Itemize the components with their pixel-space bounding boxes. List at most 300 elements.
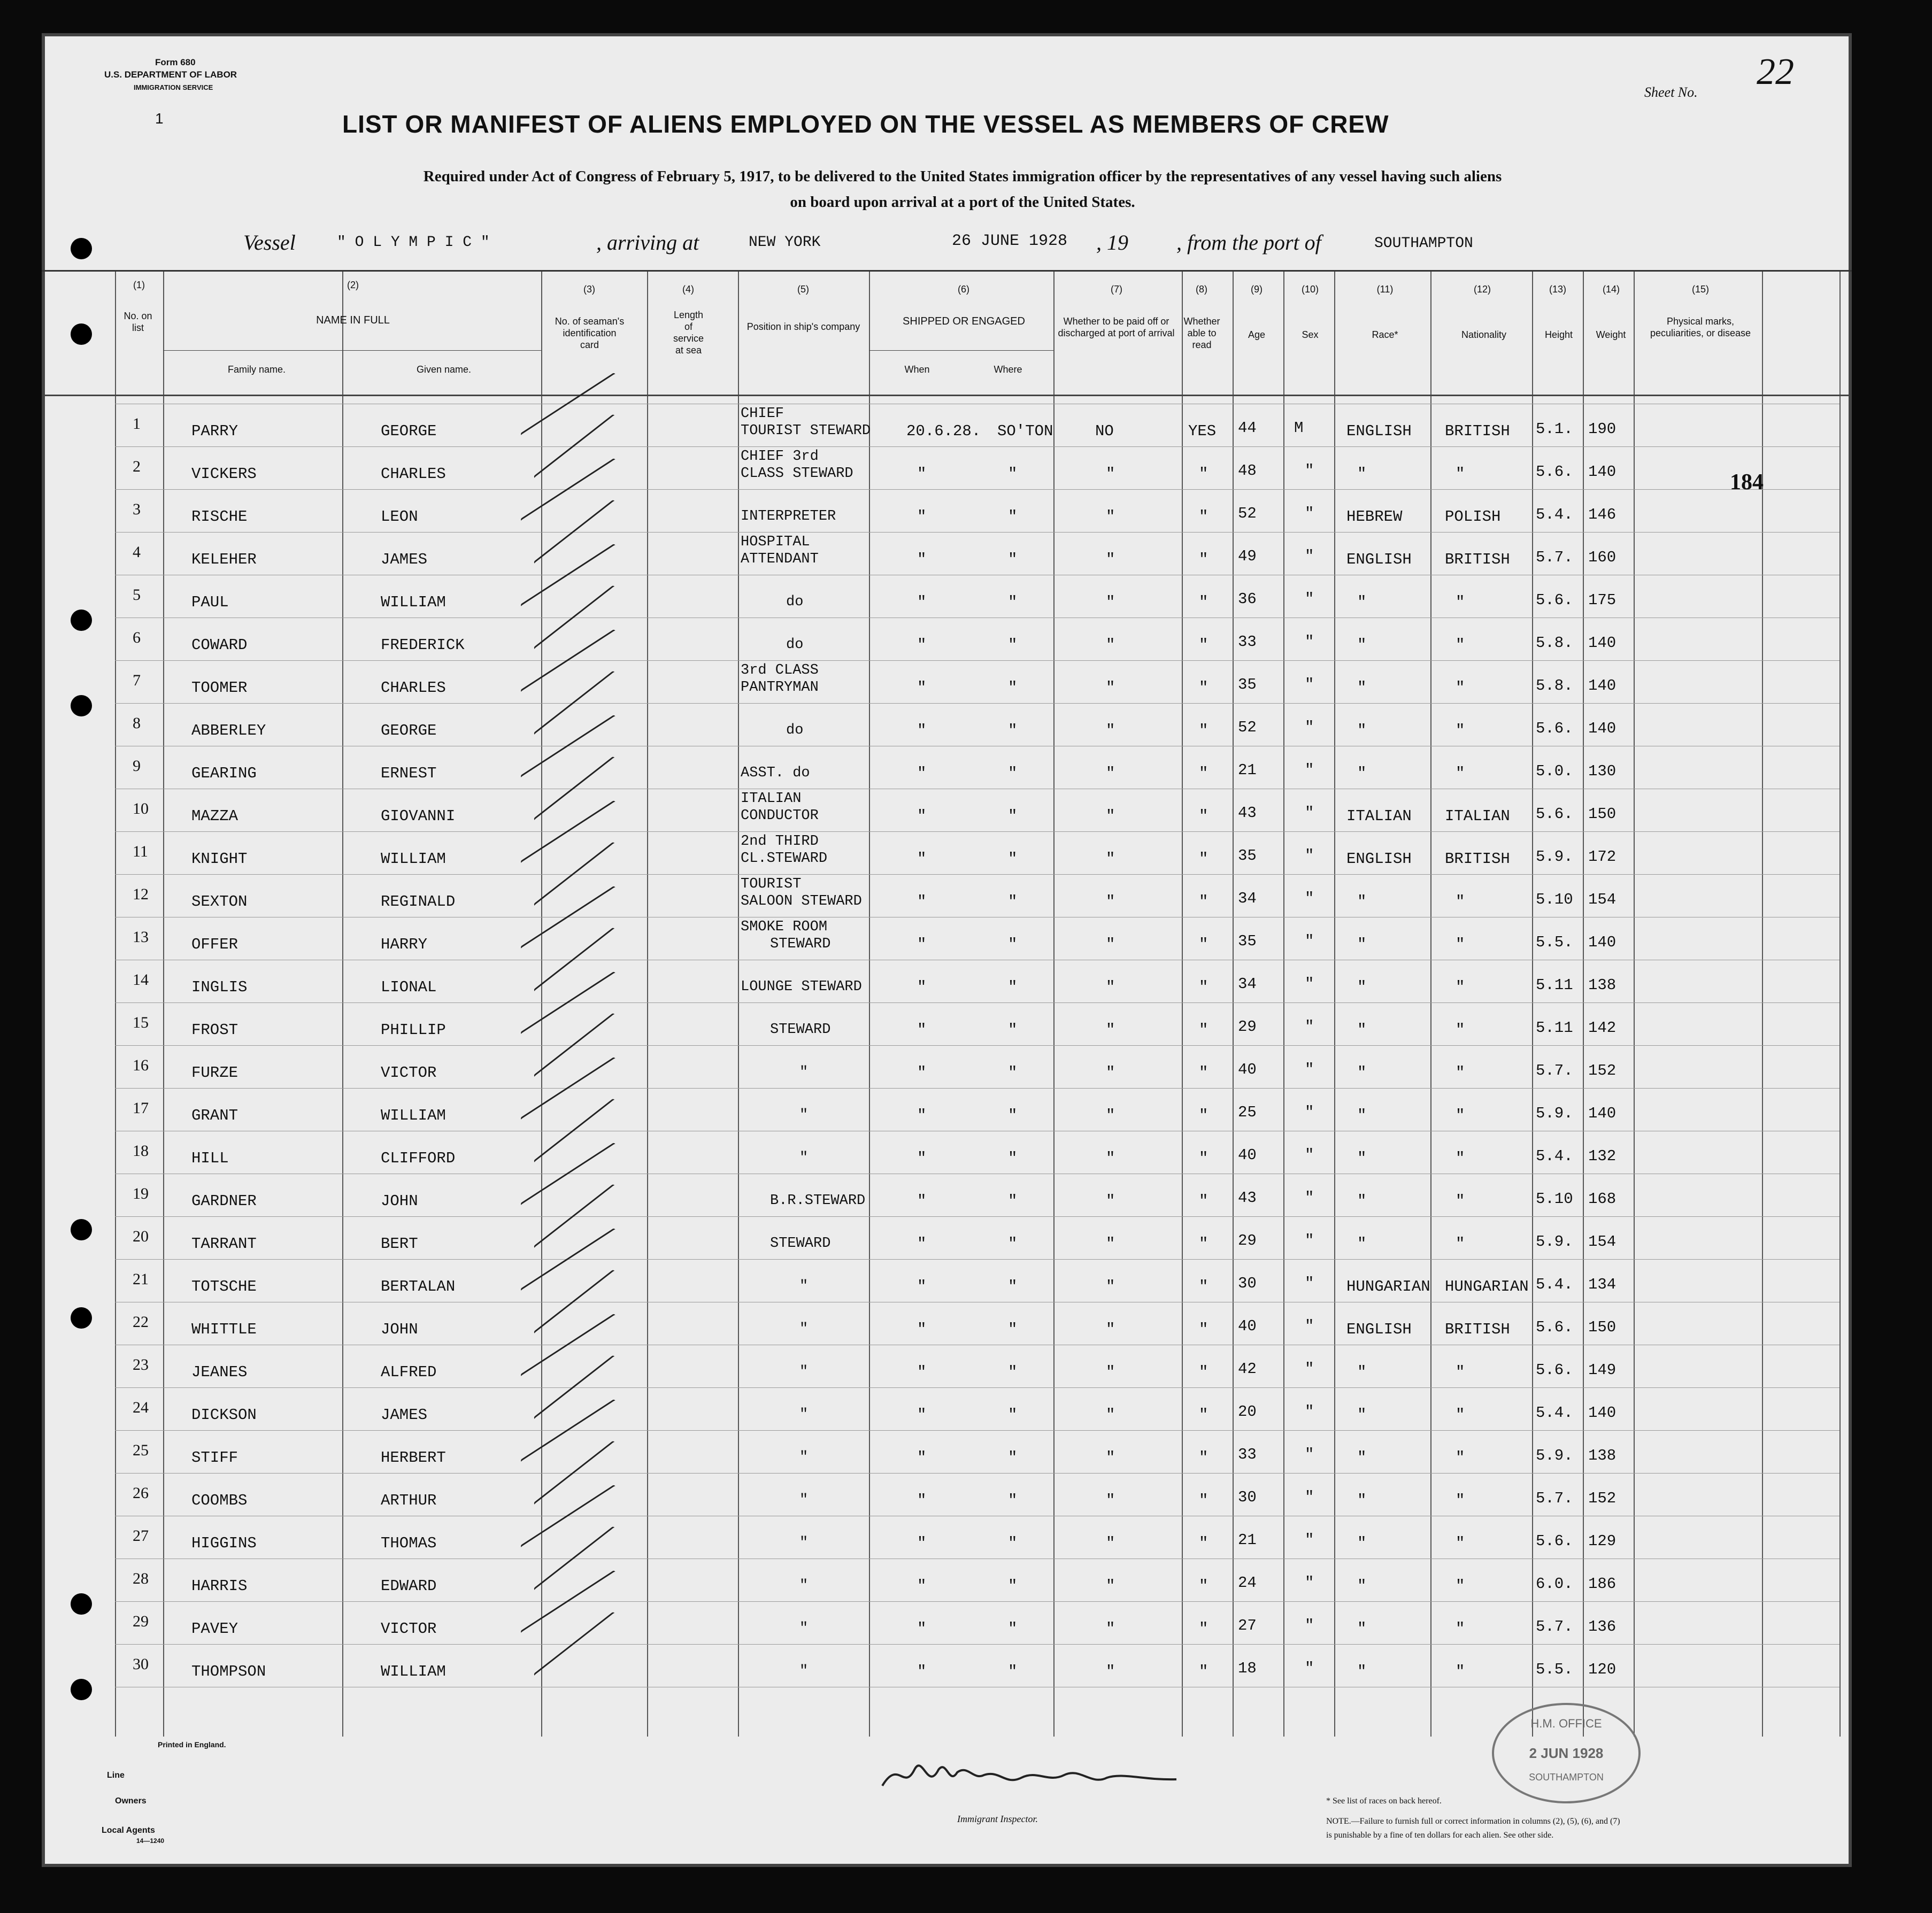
paid-off: " xyxy=(1106,765,1115,782)
col4-number: (4) xyxy=(682,284,694,295)
nationality: " xyxy=(1456,1363,1465,1381)
stamp-date: 2 JUN 1928 xyxy=(1529,1745,1604,1761)
footnote-penalty: is punishable by a fine of ten dollars for each alien. See other side. xyxy=(1326,1831,1554,1840)
position-line-2: " xyxy=(799,1621,809,1637)
row-number: 24 xyxy=(133,1399,149,1416)
row-number: 1 xyxy=(133,415,141,433)
family-name: MAZZA xyxy=(191,807,238,825)
weight: 138 xyxy=(1588,1447,1617,1464)
row-number: 25 xyxy=(133,1441,149,1459)
position-line-2: CLASS STEWARD xyxy=(741,466,853,482)
weight: 146 xyxy=(1588,506,1617,523)
able-to-read: " xyxy=(1199,1663,1209,1680)
position-line-2: LOUNGE STEWARD xyxy=(741,979,862,995)
given-name: EDWARD xyxy=(381,1577,437,1595)
col8-header: Whether able to read xyxy=(1183,316,1220,350)
weight: 140 xyxy=(1588,1105,1617,1122)
position-line-2: CL.STEWARD xyxy=(741,851,828,867)
sex: " xyxy=(1305,1660,1314,1677)
age: 21 xyxy=(1238,1531,1257,1549)
vessel-label: Vessel xyxy=(243,230,296,254)
paid-off: " xyxy=(1106,1449,1115,1467)
paid-off: " xyxy=(1106,679,1115,697)
height: 5.4. xyxy=(1536,1276,1573,1293)
sex: " xyxy=(1305,1104,1314,1121)
position-line-2: " xyxy=(799,1150,809,1166)
height: 5.6. xyxy=(1536,1532,1573,1550)
row-rule xyxy=(115,446,1839,447)
row-number: 14 xyxy=(133,971,149,989)
paid-off: " xyxy=(1106,807,1115,825)
line-label: Line xyxy=(107,1771,125,1780)
column-rule xyxy=(647,272,648,1737)
col13-header: Height xyxy=(1544,329,1573,340)
shipped-when: " xyxy=(917,850,927,868)
height: 5.8. xyxy=(1536,634,1573,652)
given-name: BERTALAN xyxy=(381,1278,456,1295)
race: ENGLISH xyxy=(1346,551,1412,568)
col10-header: Sex xyxy=(1302,329,1319,340)
shipped-when: " xyxy=(917,1577,927,1595)
family-name: HARRIS xyxy=(191,1577,248,1595)
weight: 154 xyxy=(1588,891,1617,908)
able-to-read: " xyxy=(1199,1321,1209,1338)
paid-off: " xyxy=(1106,1064,1115,1082)
family-name: GRANT xyxy=(191,1107,238,1124)
shipped-when: " xyxy=(917,593,927,611)
col8-number: (8) xyxy=(1196,284,1207,295)
given-name: WILLIAM xyxy=(381,1107,446,1124)
able-to-read: " xyxy=(1199,765,1209,782)
sex: " xyxy=(1305,462,1314,480)
paid-off: " xyxy=(1106,893,1115,911)
footnote-note: NOTE.—Failure to furnish full or correct information in columns (2), (5), (6), and (7) xyxy=(1326,1817,1620,1826)
age: 52 xyxy=(1238,719,1257,736)
shipped-when: " xyxy=(917,465,927,483)
col2-given-header: Given name. xyxy=(416,364,472,375)
shipped-when: " xyxy=(917,765,927,782)
col15-number: (15) xyxy=(1691,284,1709,295)
able-to-read: " xyxy=(1199,593,1209,611)
height: 5.10 xyxy=(1536,1190,1573,1208)
able-to-read: " xyxy=(1199,807,1209,825)
weight: 172 xyxy=(1588,848,1617,866)
position-line-2: " xyxy=(799,1107,809,1123)
shipped-when: " xyxy=(917,1150,927,1167)
paid-off: NO xyxy=(1095,422,1114,440)
family-name: JEANES xyxy=(191,1363,248,1381)
row-number: 3 xyxy=(133,500,141,518)
able-to-read: " xyxy=(1199,936,1209,953)
race: " xyxy=(1357,1363,1367,1381)
sex: " xyxy=(1305,1275,1314,1292)
row-number: 30 xyxy=(133,1655,149,1673)
height: 5.9. xyxy=(1536,1447,1573,1464)
col2-family-header: Family name. xyxy=(227,364,286,375)
height: 5.7. xyxy=(1536,549,1573,566)
age: 40 xyxy=(1238,1317,1257,1335)
able-to-read: " xyxy=(1199,1363,1209,1381)
inspector-signature xyxy=(877,1748,1198,1807)
family-name: RISCHE xyxy=(191,508,248,526)
nationality: " xyxy=(1456,1449,1465,1467)
position-line-1: ITALIAN xyxy=(741,791,802,807)
age: 43 xyxy=(1238,804,1257,822)
height: 5.5. xyxy=(1536,1661,1573,1678)
given-name: FREDERICK xyxy=(381,636,465,654)
height: 6.0. xyxy=(1536,1575,1573,1593)
row-number: 16 xyxy=(133,1056,149,1074)
race: " xyxy=(1357,593,1367,611)
column-rule xyxy=(1430,272,1431,1737)
given-name: ALFRED xyxy=(381,1363,437,1381)
row-number: 17 xyxy=(133,1099,149,1117)
race: ITALIAN xyxy=(1346,807,1412,825)
able-to-read: " xyxy=(1199,551,1209,568)
sex: " xyxy=(1305,1061,1314,1078)
punch-hole xyxy=(71,323,92,345)
age: 33 xyxy=(1238,1446,1257,1463)
age: 30 xyxy=(1238,1488,1257,1506)
nationality: " xyxy=(1456,1663,1465,1680)
shipped-when: " xyxy=(917,936,927,953)
nationality: " xyxy=(1456,1150,1465,1167)
given-name: JAMES xyxy=(381,551,428,568)
age: 49 xyxy=(1238,547,1257,565)
weight: 132 xyxy=(1588,1147,1617,1165)
given-name: WILLIAM xyxy=(381,1663,446,1680)
position-line-1: CHIEF 3rd xyxy=(741,449,819,465)
shipped-where: " xyxy=(1008,1235,1018,1253)
row-number: 28 xyxy=(133,1570,149,1587)
family-name: OFFER xyxy=(191,936,238,953)
position-line-2: " xyxy=(799,1492,809,1508)
family-name: PAUL xyxy=(191,593,229,611)
row-number: 26 xyxy=(133,1484,149,1502)
family-name: KELEHER xyxy=(191,551,257,568)
position-line-2: SALOON STEWARD xyxy=(741,893,862,909)
row-rule xyxy=(115,1088,1839,1089)
row-rule xyxy=(115,874,1839,875)
weight: 120 xyxy=(1588,1661,1617,1678)
height: 5.9. xyxy=(1536,1233,1573,1251)
shipped-when: " xyxy=(917,1449,927,1467)
row-number: 7 xyxy=(133,672,141,689)
given-name: VICTOR xyxy=(381,1064,437,1082)
position-line-1: CHIEF xyxy=(741,406,784,422)
family-name: VICKERS xyxy=(191,465,257,483)
shipped-when: " xyxy=(917,1321,927,1338)
sheet-number: 22 xyxy=(1757,51,1794,92)
paid-off: " xyxy=(1106,1150,1115,1167)
family-name: TOOMER xyxy=(191,679,248,697)
column-rule xyxy=(115,272,116,1737)
sex: " xyxy=(1305,1232,1314,1249)
row-rule xyxy=(115,831,1839,832)
row-rule xyxy=(115,1387,1839,1388)
race: HUNGARIAN xyxy=(1346,1278,1430,1295)
position-line-2: " xyxy=(799,1364,809,1380)
row-number: 15 xyxy=(133,1014,149,1031)
paid-off: " xyxy=(1106,850,1115,868)
height: 5.7. xyxy=(1536,1062,1573,1079)
position-line-2: do xyxy=(786,594,804,610)
row-rule xyxy=(115,1045,1839,1046)
shipped-where: " xyxy=(1008,765,1018,782)
paid-off: " xyxy=(1106,1620,1115,1638)
shipped-where: " xyxy=(1008,1534,1018,1552)
inspector-label: Immigrant Inspector. xyxy=(957,1814,1038,1824)
weight: 134 xyxy=(1588,1276,1617,1293)
shipped-where: " xyxy=(1008,1620,1018,1638)
nationality: " xyxy=(1456,1192,1465,1210)
able-to-read: " xyxy=(1199,1150,1209,1167)
margin-number: 184 xyxy=(1730,470,1764,495)
shipped-when: " xyxy=(917,1278,927,1295)
shipped-where: " xyxy=(1008,679,1018,697)
row-number: 13 xyxy=(133,928,149,946)
paid-off: " xyxy=(1106,936,1115,953)
sex: " xyxy=(1305,804,1314,822)
col1-number: (1) xyxy=(133,280,145,290)
column-rule xyxy=(342,272,343,1737)
able-to-read: " xyxy=(1199,1064,1209,1082)
weight: 140 xyxy=(1588,934,1617,951)
given-name: JOHN xyxy=(381,1192,418,1210)
nationality: " xyxy=(1456,636,1465,654)
position-line-1: SMOKE ROOM xyxy=(741,919,828,935)
given-name: REGINALD xyxy=(381,893,456,911)
nationality: " xyxy=(1456,1064,1465,1082)
shipped-where: " xyxy=(1008,1449,1018,1467)
paid-off: " xyxy=(1106,1321,1115,1338)
weight: 152 xyxy=(1588,1490,1617,1507)
col1-header: No. on list xyxy=(124,311,152,333)
age: 48 xyxy=(1238,462,1257,480)
paid-off: " xyxy=(1106,978,1115,996)
row-number: 9 xyxy=(133,757,141,775)
paid-off: " xyxy=(1106,1192,1115,1210)
age: 29 xyxy=(1238,1018,1257,1036)
weight: 150 xyxy=(1588,805,1617,823)
position-line-2: do xyxy=(786,637,804,653)
column-rule xyxy=(1532,272,1533,1737)
page-title: LIST OR MANIFEST OF ALIENS EMPLOYED ON THE VESSEL AS MEMBERS OF CREW xyxy=(342,110,1389,138)
position-line-2: TOURIST STEWARD xyxy=(741,423,871,439)
page-subtitle xyxy=(267,164,1658,215)
row-rule xyxy=(115,1002,1839,1003)
column-rule xyxy=(541,272,542,1737)
nationality: " xyxy=(1456,1406,1465,1424)
age: 20 xyxy=(1238,1403,1257,1421)
weight: 138 xyxy=(1588,976,1617,994)
vessel-name: " O L Y M P I C " xyxy=(337,234,490,251)
able-to-read: " xyxy=(1199,978,1209,996)
able-to-read: " xyxy=(1199,1449,1209,1467)
sex: " xyxy=(1305,1189,1314,1207)
row-rule xyxy=(115,1473,1839,1474)
weight: 140 xyxy=(1588,634,1617,652)
column-rule xyxy=(869,272,870,1737)
sex: " xyxy=(1305,719,1314,736)
able-to-read: " xyxy=(1199,465,1209,483)
sex: " xyxy=(1305,505,1314,522)
family-name: STIFF xyxy=(191,1449,238,1467)
col9-header: Age xyxy=(1248,329,1266,340)
sex: " xyxy=(1305,1360,1314,1378)
list-number: 1 xyxy=(155,110,164,127)
shipped-when: " xyxy=(917,679,927,697)
family-name: ABBERLEY xyxy=(191,722,266,739)
shipped-where: " xyxy=(1008,508,1018,526)
position-line-2: " xyxy=(799,1065,809,1081)
punch-hole xyxy=(71,1307,92,1329)
col3-number: (3) xyxy=(583,284,595,295)
shipped-where: " xyxy=(1008,893,1018,911)
nationality: " xyxy=(1456,593,1465,611)
nationality: " xyxy=(1456,1492,1465,1509)
row-number: 21 xyxy=(133,1270,149,1288)
shipped-when: " xyxy=(917,551,927,568)
race: " xyxy=(1357,1192,1367,1210)
col5-header: Position in ship's company xyxy=(746,321,860,332)
height: 5.6. xyxy=(1536,720,1573,737)
shipped-when: " xyxy=(917,1534,927,1552)
position-line-2: " xyxy=(799,1535,809,1551)
nationality: HUNGARIAN xyxy=(1445,1278,1529,1295)
nationality: " xyxy=(1456,936,1465,953)
age: 42 xyxy=(1238,1360,1257,1378)
age: 34 xyxy=(1238,975,1257,993)
race: " xyxy=(1357,893,1367,911)
shipped-where: " xyxy=(1008,1492,1018,1509)
given-name: PHILLIP xyxy=(381,1021,446,1039)
able-to-read: " xyxy=(1199,1534,1209,1552)
race: " xyxy=(1357,1620,1367,1638)
shipped-where: " xyxy=(1008,1150,1018,1167)
row-rule xyxy=(115,1601,1839,1602)
family-name: TOTSCHE xyxy=(191,1278,257,1295)
sex: " xyxy=(1305,1403,1314,1421)
nationality: BRITISH xyxy=(1445,1321,1510,1338)
paid-off: " xyxy=(1106,636,1115,654)
family-name: TARRANT xyxy=(191,1235,257,1253)
height: 5.4. xyxy=(1536,506,1573,523)
able-to-read: " xyxy=(1199,850,1209,868)
shipped-when: " xyxy=(917,807,927,825)
able-to-read: " xyxy=(1199,1492,1209,1509)
nationality: " xyxy=(1456,893,1465,911)
nationality: " xyxy=(1456,1620,1465,1638)
position-line-2: " xyxy=(799,1321,809,1337)
col12-number: (12) xyxy=(1473,284,1491,295)
col14-number: (14) xyxy=(1602,284,1620,295)
sex: " xyxy=(1305,590,1314,608)
sex: " xyxy=(1305,1317,1314,1335)
nationality: " xyxy=(1456,1235,1465,1253)
paid-off: " xyxy=(1106,1663,1115,1680)
shipped-when: " xyxy=(917,636,927,654)
column-rule xyxy=(1839,272,1841,1737)
punch-hole xyxy=(71,1593,92,1615)
given-name: WILLIAM xyxy=(381,593,446,611)
family-name: FROST xyxy=(191,1021,238,1039)
row-rule xyxy=(115,1216,1839,1217)
paid-off: " xyxy=(1106,593,1115,611)
table-top-rule xyxy=(42,270,1852,272)
column-rule xyxy=(1283,272,1284,1737)
shipped-where: " xyxy=(1008,936,1018,953)
shipped-when: " xyxy=(917,1363,927,1381)
shipped-where: " xyxy=(1008,1278,1018,1295)
shipped-where: " xyxy=(1008,1064,1018,1082)
row-number: 6 xyxy=(133,629,141,646)
given-name: HARRY xyxy=(381,936,428,953)
sex: " xyxy=(1305,1146,1314,1164)
family-name: SEXTON xyxy=(191,893,248,911)
race: " xyxy=(1357,936,1367,953)
subtitle-line-1: Required under Act of Congress of February 5, 1917, to be delivered to the United States immigration officer by the representatives of any vessel having such aliens xyxy=(423,168,1502,185)
sex: " xyxy=(1305,1446,1314,1463)
row-number: 22 xyxy=(133,1313,149,1331)
given-name: CLIFFORD xyxy=(381,1150,456,1167)
col4-header: Length of service at sea xyxy=(673,310,704,356)
height: 5.6. xyxy=(1536,805,1573,823)
shipped-where: " xyxy=(1008,1192,1018,1210)
shipped-where: " xyxy=(1008,1577,1018,1595)
shipped-where: " xyxy=(1008,1021,1018,1039)
height: 5.9. xyxy=(1536,1105,1573,1122)
family-name: PARRY xyxy=(191,422,238,440)
position-line-2: " xyxy=(799,1663,809,1679)
row-rule xyxy=(115,1644,1839,1645)
race: " xyxy=(1357,1021,1367,1039)
column-rule xyxy=(163,272,164,1737)
punch-hole xyxy=(71,1219,92,1240)
paid-off: " xyxy=(1106,1235,1115,1253)
given-name: GIOVANNI xyxy=(381,807,456,825)
paid-off: " xyxy=(1106,1492,1115,1509)
shipped-when: " xyxy=(917,1192,927,1210)
position-line-2: " xyxy=(799,1278,809,1294)
age: 35 xyxy=(1238,932,1257,950)
weight: 186 xyxy=(1588,1575,1617,1593)
given-name: LIONAL xyxy=(381,978,437,996)
column-rule xyxy=(1182,272,1183,1737)
paid-off: " xyxy=(1106,1577,1115,1595)
weight: 140 xyxy=(1588,720,1617,737)
height: 5.11 xyxy=(1536,976,1573,994)
age: 35 xyxy=(1238,676,1257,693)
col5-number: (5) xyxy=(797,284,809,295)
given-name: WILLIAM xyxy=(381,850,446,868)
nationality: ITALIAN xyxy=(1445,807,1510,825)
weight: 136 xyxy=(1588,1618,1617,1636)
column-rule xyxy=(1233,272,1234,1737)
shipped-when: 20.6.28. xyxy=(906,422,981,440)
position-line-1: TOURIST xyxy=(741,876,802,892)
paid-off: " xyxy=(1106,551,1115,568)
nationality: " xyxy=(1456,722,1465,739)
nationality: " xyxy=(1456,465,1465,483)
position-line-2: " xyxy=(799,1407,809,1423)
shipped-where: " xyxy=(1008,1406,1018,1424)
family-name: COWARD xyxy=(191,636,248,654)
weight: 175 xyxy=(1588,591,1617,609)
race: " xyxy=(1357,1577,1367,1595)
row-number: 27 xyxy=(133,1527,149,1545)
nationality: " xyxy=(1456,679,1465,697)
